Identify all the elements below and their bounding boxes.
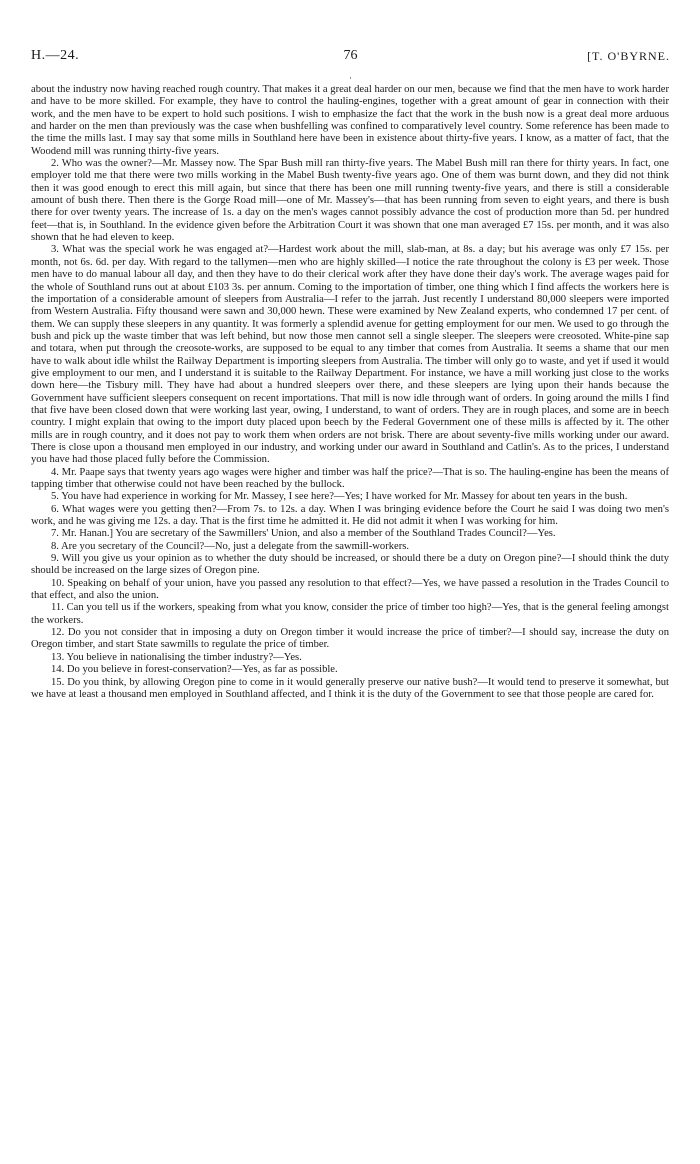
paragraph-q11: 11. Can you tell us if the workers, speaking from what you know, consider the price of timber too high?—Yes, that is the general feeling amongst the workers.: [31, 602, 669, 626]
paragraph-q6: 6. What wages were you getting then?—From 7s. to 12s. a day. When I was bringing evidence before the Court he said I was doing two men's work, and he was giving me 12s. a day. That is the first time he admitted it. He did not admit it when I was working for him.: [31, 503, 669, 528]
paragraph-q10: 10. Speaking on behalf of your union, have you passed any resolution to that effect?—Yes, we have passed a resolution in the Trades Council to that effect, and also the union.: [31, 577, 669, 602]
paragraph-q13: 13. You believe in nationalising the timber industry?—Yes.: [51, 651, 302, 663]
paragraph-continued: about the industry now having reached rough country. That makes it a great deal harder on our men, because we find that the men have to work harder and have to be more skilled. For example, they have to control the hauling-engines, together with a great amount of gear in connection with their work, and the men have to be expert to hold such positions. I wish to emphasize the fact that the work in the bush now is a great deal more arduous and harder on the men than previously was the case when bushfelling was confined to comparatively level country. Some reference has been made to the time the mills last. I may say that some mills in Southland here have been in existence about thirty-five years. I know, as a matter of fact, that the Woodend mill was running thirty-five years.: [31, 84, 669, 157]
header-mark: ·: [349, 73, 352, 83]
paragraph-q5: 5. You have had experience in working for Mr. Massey, I see here?—Yes; I have worked for Mr. Massey for about ten years in the bush.: [51, 491, 628, 503]
report-code: H.—24.: [31, 48, 80, 63]
paragraph-q4: 4. Mr. Paape says that twenty years ago wages were higher and timber was half the price?—That is so. The hauling-engine has been the means of tapping timber that otherwise could not have been reached by the bullock.: [31, 466, 669, 490]
paragraph-q12: 12. Do you not consider that in imposing a duty on Oregon timber it would increase the price of timber?—I should say, increase the duty on Oregon timber, and start State sawmills to regulate the price of timber.: [31, 627, 669, 651]
page-header: [31, 50, 670, 70]
paragraph-q8: 8. Are you secretary of the Council?—No, just a delegate from the sawmill-workers.: [51, 540, 410, 552]
witness-name: [T. O'BYRNE.: [587, 49, 670, 63]
paragraph-q3: 3. What was the special work he was engaged at?—Hardest work about the mill, slab-man, at 8s. a day; but his average was only £7 15s. per month, not 6s. 6d. per day. With regard to the tallymen—men who are highly skilled—I notice the rate throughout the colony is £3 per week. Those men have to do manual labour all day, and then they have to do their clerical work after they have done their day's work. The average wages paid for the whole of Southland runs out at about £103 3s. per annum. Coming to the importation of timber, one thing which I find affects the workers here is the importation of a considerable amount of sleepers from Australia—I refer to the jarrah. Just recently I understand 80,000 sleepers were imported from Western Australia. Fifty thousand were sawn and 30,000 hewn. These were examined by New Zealand experts, who condemned 17 per cent. of them. We can supply these sleepers in any quantity. It was formerly a splendid avenue for getting employment for our men. We used to go through the bush and pick up the waste timber that was left behind, but now those men cannot sell a single sleeper. The sleepers were creosoted. White-pine sap and totara, when put through the creosote-works, are supposed to be equal to any timber that comes from Australia. It seems a shame that our men have to walk about idle whilst the Railway Department is importing sleepers from Australia. The timber will only go to waste, and yet if used it would give employment to our men, and I understand it is suitable to the Railway Department. For instance, we have a mill working just close to the works down here—the Tisbury mill. They have had about a hundred sleepers over there, and these sleepers are lying upon their hands because the Government have sufficient sleepers consequent on recent importations. That mill is now idle through want of orders. In going around the mills I find that five have been closed down that were working last year, owing, I understand, to want of orders. They are in rough places, and some are in beech country. I might explain that owing to the import duty placed upon beech by the Federal Government one of these mills is affected by it. The other mills are in rough country, and it does not pay to work them when orders are not brisk. There are about seventy-five mills working under our award. There is close upon a thousand men employed in our industry, and working under our award in Southland and Catlin's. As to the prices, I understand you have had those placed fully before the Commission.: [31, 244, 669, 466]
paragraph-q2: 2. Who was the owner?—Mr. Massey now. The Spar Bush mill ran thirty-five years. The Mabel Bush mill ran there for thirty years. In fact, one employer told me that there were two mills working in the Mabel Bush twenty-five years ago. One of them was burnt down, and they did not think then it was good enough to erect this mill again, but since that there has been one mill running twenty-five years, and there is still a considerable amount of bush there. Then there is the Gorge Road mill—one of Mr. Massey's—that has been running from seven to eight years, and there is bush there for over twenty years. The increase of 1s. a day on the men's wages cannot possibly advance the cost of production more than 5d. per hundred feet—that is, in Southland. In the evidence given before the Arbitration Court it was shown that one man averaged £7 15s. per month, and it was also shown that he had eleven to keep.: [31, 158, 669, 244]
page-number: 76: [343, 48, 358, 63]
paragraph-q9: 9. Will you give us your opinion as to whether the duty should be increased, or should there be a duty on Oregon pine?—I should think the duty should be increased on the large sizes of Oregon pine.: [31, 553, 669, 577]
paragraph-q15: 15. Do you think, by allowing Oregon pine to come in it would generally preserve our native bush?—It would tend to preserve it somewhat, but we have at least a thousand men employed in Southland affected, and I think it is the duty of the Government to see that those people are cared for.: [31, 676, 669, 700]
paragraph-q7: 7. Mr. Hanan.] You are secretary of the Sawmillers' Union, and also a member of the Southland Trades Council?—Yes.: [51, 528, 556, 540]
document-body: [31, 84, 669, 701]
paragraph-q14: 14. Do you believe in forest-conservation?—Yes, as far as possible.: [51, 664, 338, 676]
